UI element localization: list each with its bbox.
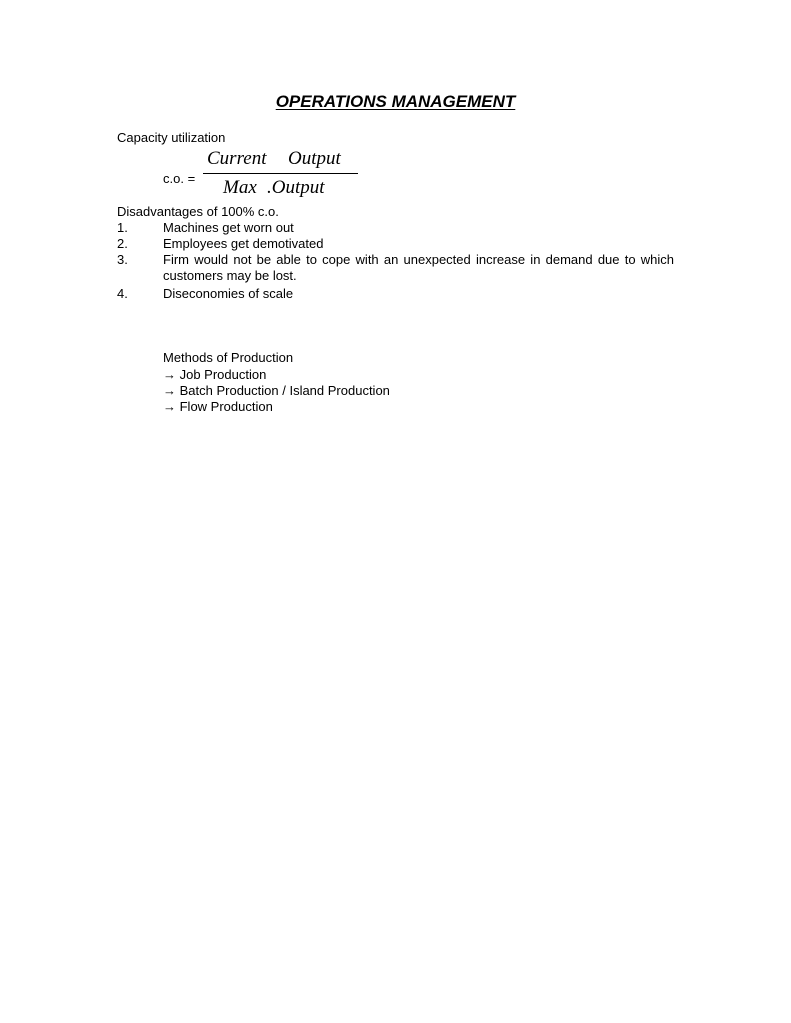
disadvantages-heading: Disadvantages of 100% c.o. — [117, 204, 279, 219]
list-item-text: Firm would not be able to cope with an unexpected increase in demand due to which customers may be lost. — [163, 252, 674, 283]
list-item: → Flow Production — [163, 399, 273, 414]
list-item: → Job Production — [163, 367, 267, 382]
page-title: OPERATIONS MANAGEMENT — [275, 92, 516, 111]
fraction-bar — [203, 173, 358, 174]
formula-numerator-right: Output — [288, 148, 341, 169]
methods-heading: Methods of Production — [163, 350, 294, 365]
formula-denominator-right: .Output — [267, 177, 325, 198]
list-item-number: 2. — [117, 236, 128, 251]
formula-numerator-left: Current — [207, 148, 267, 169]
formula-label: c.o. = — [163, 171, 196, 186]
list-item-number: 3. — [117, 252, 128, 267]
list-item-text: Employees get demotivated — [163, 236, 324, 251]
list-item-number: 1. — [117, 220, 128, 235]
list-item: → Batch Production / Island Production — [163, 383, 390, 398]
list-item-number: 4. — [117, 286, 128, 301]
list-item-text: Machines get worn out — [163, 220, 294, 235]
formula-denominator-left: Max — [223, 177, 257, 198]
list-item-text: Diseconomies of scale — [163, 286, 294, 301]
capacity-utilization-heading: Capacity utilization — [117, 130, 226, 145]
